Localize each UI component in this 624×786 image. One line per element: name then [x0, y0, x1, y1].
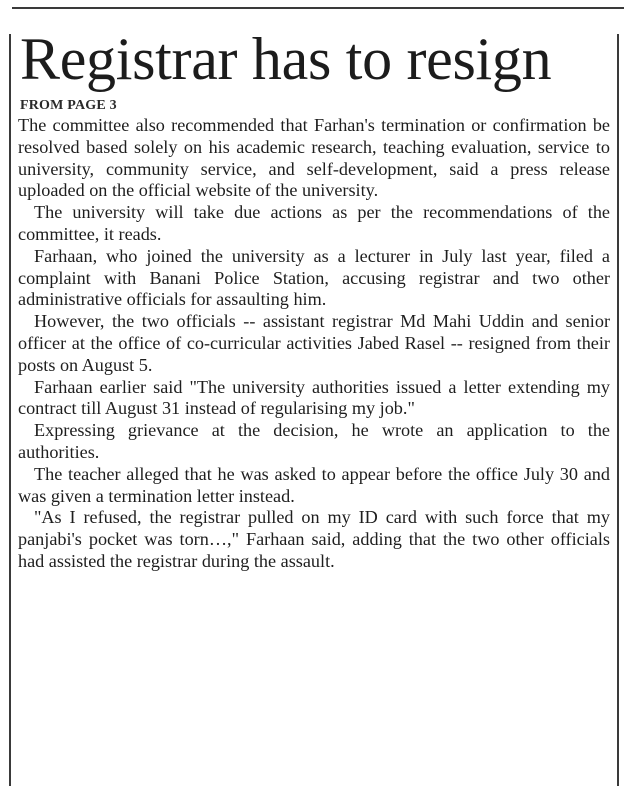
paragraph-grievance: Expressing grievance at the decision, he wrote an application to the authorities.	[18, 420, 610, 462]
paragraph-termination-letter: The teacher alleged that he was asked to appear before the office July 30 and was given a termination letter instead.	[18, 463, 610, 506]
article-headline: Registrar has to resign	[20, 26, 552, 92]
article-body	[18, 115, 610, 573]
paragraph-assault-quote: "As I refused, the registrar pulled on my ID card with such force that my panjabi's pocket was torn…," Farhaan said, adding that the two other officials had assisted the registrar during the assault.	[18, 507, 610, 571]
paragraph-committee-recommendation: The committee also recommended that Farhan's termination or confirmation be resolved based solely on his academic research, teaching evaluation, service to university, community service, and self-development, said a press release uploaded on the official website of the university.	[18, 115, 610, 201]
paragraph-contract-letter: Farhaan earlier said "The university authorities issued a letter extending my contract till August 31 instead of regularising my job."	[18, 376, 610, 419]
continued-from-label: FROM PAGE 3	[20, 98, 117, 113]
paragraph-police-complaint: Farhaan, who joined the university as a lecturer in July last year, filed a complaint with Banani Police Station, accusing registrar and two other administrative officials for assaulting him.	[18, 245, 610, 310]
top-rule	[12, 7, 624, 9]
left-column-rule	[9, 34, 11, 786]
news-article	[18, 14, 610, 573]
paragraph-officials-resigned: However, the two officials -- assistant registrar Md Mahi Uddin and senior officer at the office of co-curricular activities Jabed Rasel -- resigned from their posts on August 5.	[18, 311, 610, 375]
right-column-rule	[617, 34, 619, 786]
paragraph-due-actions: The university will take due actions as per the recommendations of the committee, it reads.	[18, 202, 610, 244]
